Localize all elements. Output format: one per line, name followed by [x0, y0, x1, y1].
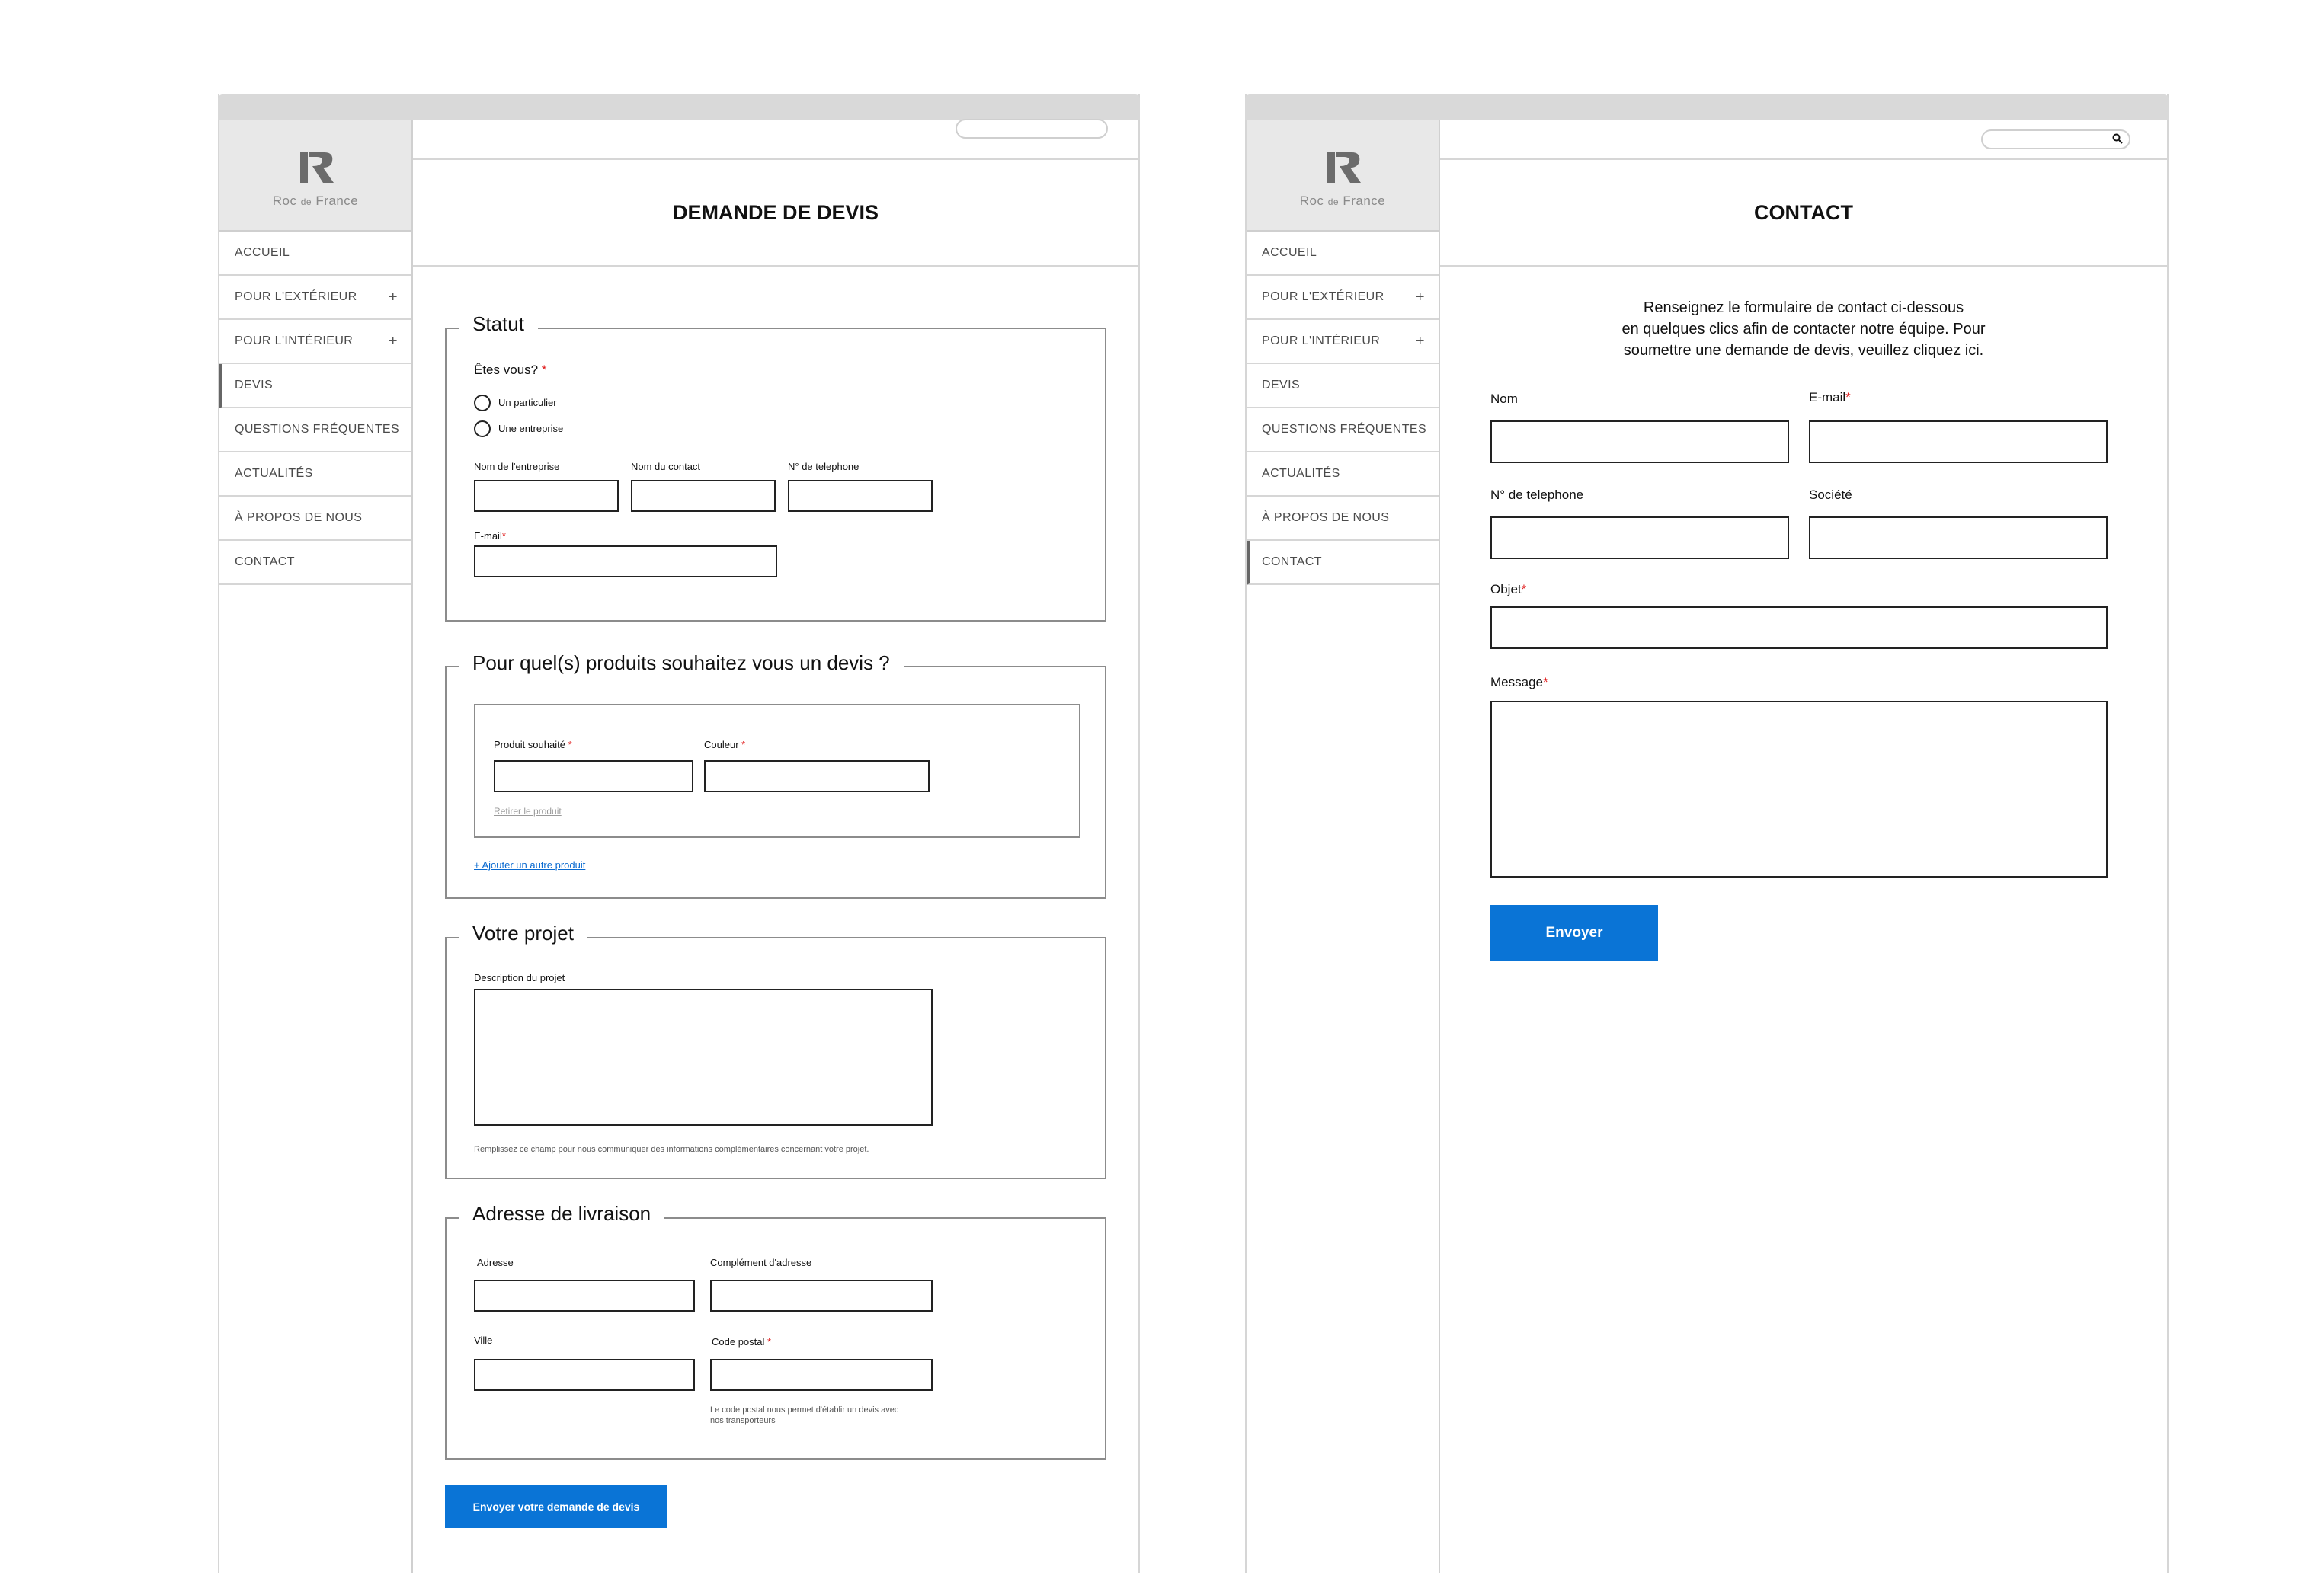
- nav-item-exterieur[interactable]: [1247, 276, 1439, 320]
- product-input[interactable]: [494, 760, 693, 792]
- submit-devis-button[interactable]: Envoyer votre demande de devis: [445, 1485, 667, 1528]
- projet-legend: Votre projet: [459, 922, 587, 945]
- search-icon[interactable]: [2112, 133, 2123, 144]
- nav-item-a-propos[interactable]: [1247, 497, 1439, 541]
- nav-item-faq[interactable]: [219, 408, 411, 452]
- nav-item-contact[interactable]: [1247, 541, 1439, 585]
- expand-plus-icon[interactable]: +: [1415, 289, 1425, 305]
- address2-input[interactable]: [710, 1280, 933, 1312]
- description-textarea[interactable]: [474, 989, 933, 1126]
- remove-product-link[interactable]: Retirer le produit: [494, 806, 562, 817]
- radio-entreprise[interactable]: [474, 420, 491, 437]
- objet-input[interactable]: [1490, 606, 2108, 649]
- contact-label: Nom du contact: [631, 461, 701, 472]
- company-label: Société: [1809, 488, 1852, 502]
- email-input[interactable]: [474, 545, 777, 577]
- send-button[interactable]: Envoyer: [1490, 905, 1658, 961]
- statut-legend: Statut: [459, 312, 538, 336]
- nav-label: POUR L'INTÉRIEUR: [235, 334, 354, 347]
- radio-label-particulier: Un particulier: [498, 397, 557, 408]
- zip-hint: Le code postal nous permet d'établir un devis avec nos transporteurs: [710, 1405, 899, 1425]
- livraison-legend: Adresse de livraison: [459, 1202, 664, 1226]
- nav-item-a-propos[interactable]: [219, 497, 411, 541]
- address-label: Adresse: [477, 1257, 514, 1268]
- add-product-link[interactable]: + Ajouter un autre produit: [474, 859, 586, 871]
- email-label: E-mail*: [1809, 390, 1851, 404]
- city-input[interactable]: [474, 1359, 695, 1391]
- nav-item-actualites[interactable]: [219, 452, 411, 497]
- phone-input[interactable]: [788, 480, 933, 512]
- message-textarea[interactable]: [1490, 701, 2108, 878]
- search-input[interactable]: [956, 119, 1108, 139]
- email-label: E-mail*: [474, 530, 506, 542]
- sidebar: [219, 120, 413, 1573]
- search-input[interactable]: [1981, 129, 2130, 149]
- nav-item-accueil[interactable]: [219, 232, 411, 276]
- address-input[interactable]: [474, 1280, 695, 1312]
- message-label: Message*: [1490, 675, 1548, 689]
- company-input[interactable]: [474, 480, 619, 512]
- description-label: Description du projet: [474, 972, 565, 983]
- nav-label: À PROPOS DE NOUS: [1262, 511, 1390, 524]
- nav-item-faq[interactable]: [1247, 408, 1439, 452]
- nav-label: CONTACT: [235, 555, 295, 568]
- nom-input[interactable]: [1490, 420, 1789, 463]
- nav-label: ACCUEIL: [235, 246, 290, 259]
- zip-label: Code postal *: [712, 1336, 772, 1348]
- window-titlebar: [1245, 94, 2169, 120]
- nav-label: QUESTIONS FRÉQUENTES: [1262, 423, 1427, 436]
- color-label: Couleur *: [704, 739, 746, 750]
- nav-item-contact[interactable]: [219, 541, 411, 585]
- radio-particulier[interactable]: [474, 395, 491, 411]
- nav-label: CONTACT: [1262, 555, 1322, 568]
- company-label: Nom de l'entreprise: [474, 461, 560, 472]
- logo-text: Roc de France: [272, 193, 359, 208]
- top-bar: [413, 120, 1138, 160]
- page-title: CONTACT: [1440, 160, 2167, 267]
- nav-label: POUR L'INTÉRIEUR: [1262, 334, 1381, 347]
- expand-plus-icon[interactable]: +: [388, 333, 398, 350]
- nav-label: ACCUEIL: [1262, 246, 1317, 259]
- description-hint: Remplissez ce champ pour nous communiquer des informations complémentaires concernant votre projet.: [474, 1145, 869, 1154]
- contact-input[interactable]: [631, 480, 776, 512]
- phone-label: N° de telephone: [1490, 488, 1584, 502]
- sidebar: [1247, 120, 1440, 1573]
- expand-plus-icon[interactable]: +: [1415, 333, 1425, 350]
- nav-item-interieur[interactable]: [1247, 320, 1439, 364]
- nav-item-exterieur[interactable]: [219, 276, 411, 320]
- nav-item-accueil[interactable]: [1247, 232, 1439, 276]
- city-label: Ville: [474, 1335, 493, 1346]
- status-question: Êtes vous? *: [474, 363, 547, 377]
- page-title: DEMANDE DE DEVIS: [413, 160, 1138, 267]
- zip-input[interactable]: [710, 1359, 933, 1391]
- logo-text: Roc de France: [1299, 193, 1386, 208]
- email-input[interactable]: [1809, 420, 2108, 463]
- devis-window: [218, 94, 1140, 1573]
- produits-legend: Pour quel(s) produits souhaitez vous un devis ?: [459, 651, 904, 675]
- objet-label: Objet*: [1490, 582, 1527, 596]
- nav-label: POUR L'EXTÉRIEUR: [1262, 290, 1384, 303]
- window-titlebar: [218, 94, 1140, 120]
- nav-item-interieur[interactable]: [219, 320, 411, 364]
- radio-label-entreprise: Une entreprise: [498, 423, 564, 434]
- top-bar: [1440, 120, 2167, 160]
- nav-label: ACTUALITÉS: [235, 467, 313, 480]
- nav-label: POUR L'EXTÉRIEUR: [235, 290, 357, 303]
- company-input[interactable]: [1809, 516, 2108, 559]
- nav-item-devis[interactable]: [219, 364, 411, 408]
- nav-item-actualites[interactable]: [1247, 452, 1439, 497]
- contact-window: [1245, 94, 2169, 1573]
- phone-label: N° de telephone: [788, 461, 859, 472]
- nav-label: DEVIS: [235, 379, 274, 392]
- address2-label: Complément d'adresse: [710, 1257, 812, 1268]
- logo[interactable]: [219, 120, 411, 232]
- phone-input[interactable]: [1490, 516, 1789, 559]
- color-input[interactable]: [704, 760, 930, 792]
- nav-label: DEVIS: [1262, 379, 1301, 392]
- expand-plus-icon[interactable]: +: [388, 289, 398, 305]
- logo-icon: [1326, 151, 1362, 184]
- nav-item-devis[interactable]: [1247, 364, 1439, 408]
- logo-icon: [299, 151, 335, 184]
- product-label: Produit souhaité *: [494, 739, 572, 750]
- nom-label: Nom: [1490, 392, 1518, 406]
- nav-label: À PROPOS DE NOUS: [235, 511, 363, 524]
- logo[interactable]: [1247, 120, 1439, 232]
- nav-label: ACTUALITÉS: [1262, 467, 1340, 480]
- contact-intro: Renseignez le formulaire de contact ci-dessous en quelques clics afin de contacter notre équipe. Pour soumettre une demande de devis, veuillez cliquez ici.: [1621, 299, 1986, 359]
- nav-label: QUESTIONS FRÉQUENTES: [235, 423, 400, 436]
